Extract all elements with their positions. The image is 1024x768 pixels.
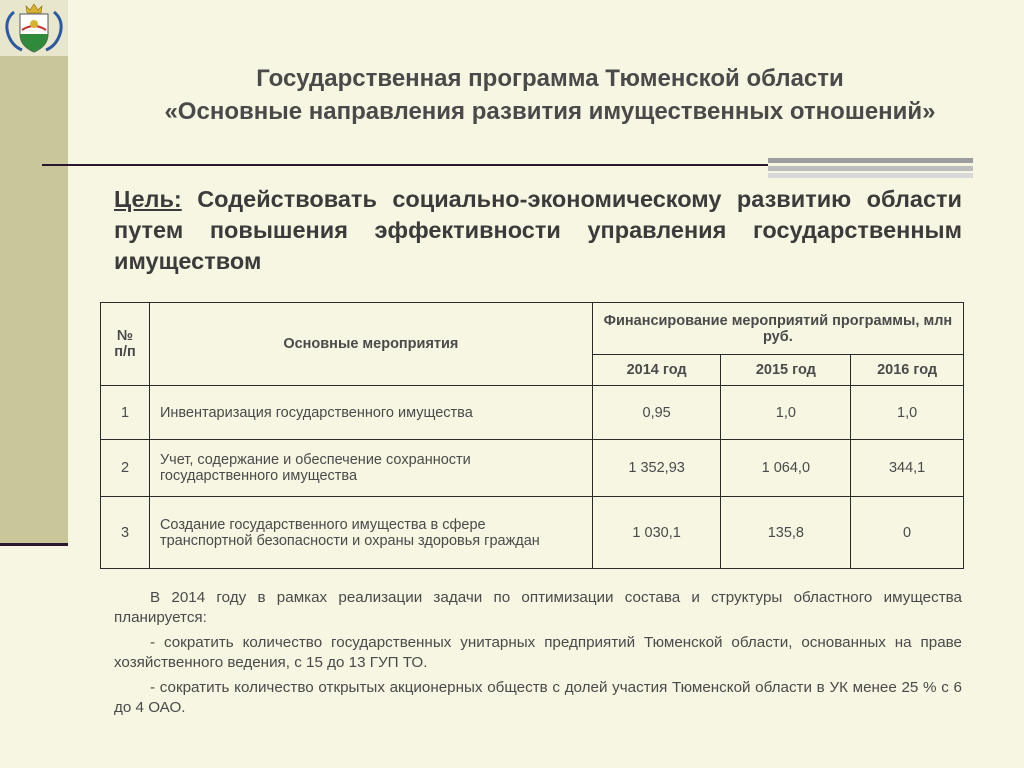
row-value-2015: 1 064,0 bbox=[721, 440, 851, 497]
row-activity: Создание государственного имущества в сфере транспортной безопасности и охраны здоровья граждан bbox=[149, 497, 592, 569]
row-value-2014: 1 030,1 bbox=[592, 497, 721, 569]
row-value-2014: 1 352,93 bbox=[592, 440, 721, 497]
header-year-2015: 2015 год bbox=[721, 355, 851, 386]
row-value-2015: 135,8 bbox=[721, 497, 851, 569]
row-activity: Инвентаризация государственного имущества bbox=[149, 386, 592, 440]
sidebar-divider bbox=[0, 543, 68, 546]
title-line-1: Государственная программа Тюменской области bbox=[256, 65, 844, 92]
header-number: № п/п bbox=[101, 303, 150, 386]
goal-text: Содействовать социально-экономическому развитию области путем повышения эффективности управления государственным имуществом bbox=[114, 186, 962, 274]
goal-statement bbox=[114, 184, 962, 277]
page-title bbox=[80, 62, 1020, 128]
coat-of-arms-logo bbox=[0, 0, 68, 56]
goal-label: Цель: bbox=[114, 186, 182, 212]
row-value-2014: 0,95 bbox=[592, 386, 721, 440]
funding-table bbox=[100, 302, 964, 569]
left-sidebar-band bbox=[0, 0, 68, 545]
row-activity: Учет, содержание и обеспечение сохранности государственного имущества bbox=[149, 440, 592, 497]
row-number: 1 bbox=[101, 386, 150, 440]
table-row bbox=[101, 440, 964, 497]
row-value-2016: 0 bbox=[851, 497, 964, 569]
row-value-2016: 1,0 bbox=[851, 386, 964, 440]
header-funding: Финансирование мероприятий программы, млн руб. bbox=[592, 303, 963, 355]
title-line-2: «Основные направления развития имущественных отношений» bbox=[164, 98, 936, 125]
note-item-joint-stock: - сократить количество открытых акционерных обществ с долей участия Тюменской области в УК менее 25 % с 6 до 4 ОАО. bbox=[114, 679, 962, 716]
row-number: 3 bbox=[101, 497, 150, 569]
table-row bbox=[101, 386, 964, 440]
row-number: 2 bbox=[101, 440, 150, 497]
row-value-2015: 1,0 bbox=[721, 386, 851, 440]
divider-accent-stripes bbox=[768, 158, 973, 178]
table-row bbox=[101, 497, 964, 569]
notes-section bbox=[114, 588, 962, 723]
row-value-2016: 344,1 bbox=[851, 440, 964, 497]
header-year-2016: 2016 год bbox=[851, 355, 964, 386]
header-activity: Основные мероприятия bbox=[149, 303, 592, 386]
header-year-2014: 2014 год bbox=[592, 355, 721, 386]
note-item-unitary: - сократить количество государственных унитарных предприятий Тюменской области, основанных на праве хозяйственного ведения, с 15 до 13 ГУП ТО. bbox=[114, 634, 962, 671]
note-intro: В 2014 году в рамках реализации задачи по оптимизации состава и структуры областного имущества планируется: bbox=[114, 589, 962, 626]
